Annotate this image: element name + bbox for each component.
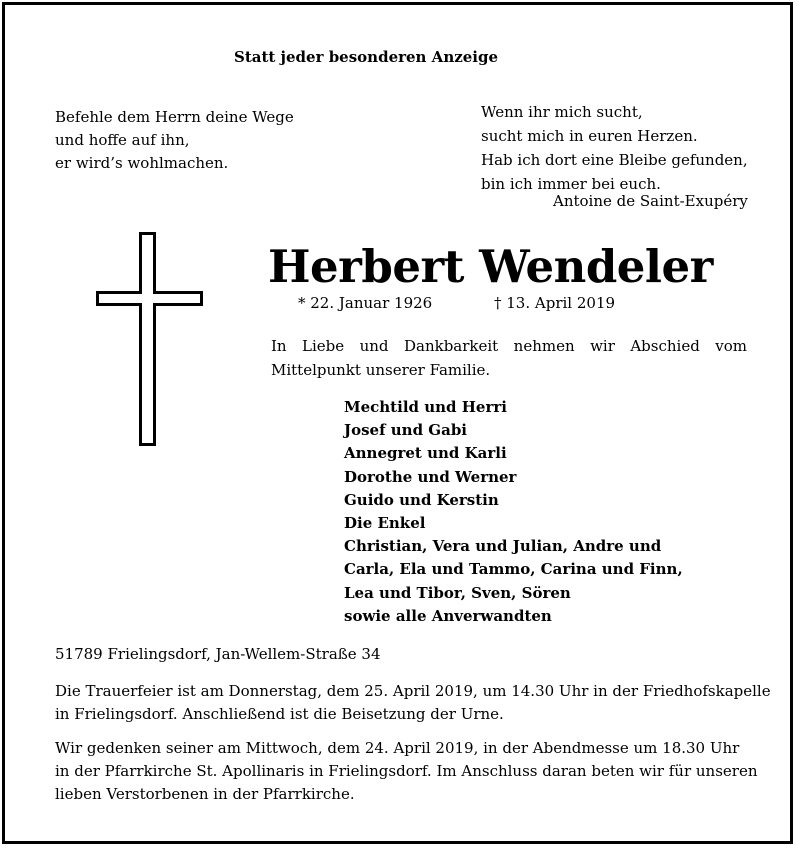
quote-line: Wenn ihr mich sucht,	[481, 103, 643, 121]
mass-line: Wir gedenken seiner am Mittwoch, dem 24. April 2019, in der Abendmesse um 18.30 Uhr	[55, 739, 740, 757]
mass-info	[55, 737, 757, 806]
mourner-line: Mechtild und Herri	[344, 398, 507, 416]
funeral-info	[55, 680, 771, 726]
mourner-line: Guido und Kerstin	[344, 490, 499, 509]
deceased-name: Herbert Wendeler	[268, 240, 713, 293]
quote-author: Antoine de Saint-Exupéry	[553, 192, 748, 210]
mourner-line: Josef und Gabi	[344, 421, 468, 440]
quote-line: bin ich immer bei euch.	[481, 175, 661, 193]
mourners-list	[344, 396, 683, 628]
quote-line: sucht mich in euren Herzen.	[481, 127, 698, 145]
quote-line: Hab ich dort eine Bleibe gefunden,	[481, 151, 748, 169]
mourner-line: Annegret und Karli	[344, 444, 507, 463]
birth-date: * 22. Januar 1926	[298, 294, 433, 312]
family-address: 51789 Frielingsdorf, Jan-Wellem-Straße 34	[55, 645, 381, 663]
poem-quote	[481, 100, 748, 196]
farewell-text: In Liebe und Dankbarkeit nehmen wir Abschied vom Mittelpunkt unserer Familie.	[271, 337, 747, 379]
latin-cross-icon	[96, 232, 203, 446]
bible-verse	[55, 106, 294, 175]
mourner-line: Christian, Vera und Julian, Andre und	[344, 537, 662, 556]
mourner-line: Lea und Tibor, Sven, Sören	[344, 583, 571, 602]
funeral-line: in Frielingsdorf. Anschließend ist die Beisetzung der Urne.	[55, 705, 504, 723]
mourner-line: Carla, Ela und Tammo, Carina und Finn,	[344, 560, 683, 579]
notice-header: Statt jeder besonderen Anzeige	[234, 48, 499, 66]
mourner-line: Die Enkel	[344, 514, 426, 533]
mourner-line: Dorothe und Werner	[344, 467, 517, 486]
mourner-line: sowie alle Anverwandten	[344, 606, 552, 625]
funeral-line: Die Trauerfeier ist am Donnerstag, dem 25. April 2019, um 14.30 Uhr in der Friedhofskapelle	[55, 682, 771, 700]
death-date: † 13. April 2019	[494, 294, 616, 312]
verse-line: Befehle dem Herrn deine Wege	[55, 108, 294, 126]
mass-line: lieben Verstorbenen in der Pfarrkirche.	[55, 785, 355, 803]
verse-line: er wird’s wohlmachen.	[55, 154, 229, 172]
mass-line: in der Pfarrkirche St. Apollinaris in Frielingsdorf. Im Anschluss daran beten wir für unseren	[55, 762, 758, 780]
verse-line: und hoffe auf ihn,	[55, 131, 190, 149]
